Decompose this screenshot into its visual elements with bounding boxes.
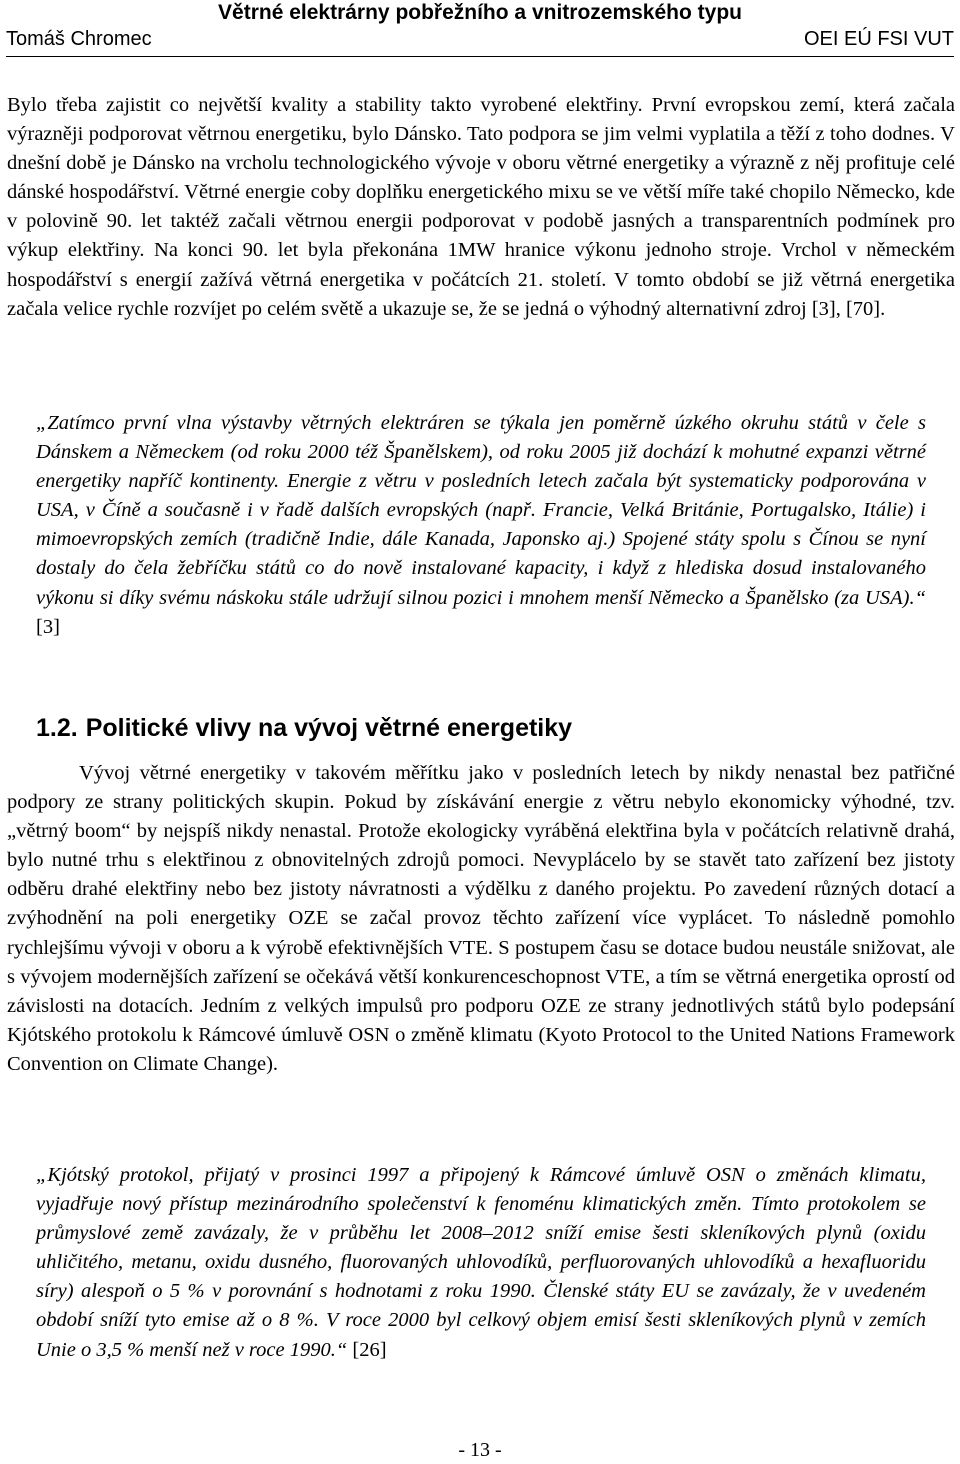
section-heading [36,712,572,744]
author-name: Tomáš Chromec [6,28,152,50]
page-number: - 13 - [458,1439,502,1461]
section-title: Politické vlivy na vývoj větrné energetiky [85,714,573,742]
quote-kyoto-protocol [36,1161,926,1365]
header-divider [6,56,954,57]
citation-ref: [26] [352,1338,387,1361]
page-header [6,0,954,56]
section-number: 1.2. [36,714,78,742]
paragraph-political-influence: Vývoj větrné energetiky v takovém měřítku jako v posledních letech by nikdy nenastal bez patřičné podpory ze strany politických skupin. Pokud by získávání energie z větru nebylo ekonomicky výhodné, tzv. „větrný boom“ by nejspíš nikdy nenastal. Protože ekologicky vyráběná elektřina byla v počátcích relativně drahá, bylo nutné trhu s elektřinou z obnovitelných zdrojů pomoci. Nevyplácelo by se stavět tato zařízení bez jistoty odběru drahé elektřiny nebo bez jistoty návratnosti a výdělku z daného projektu. Po zavedení různých dotací a zvýhodnění na poli energetiky OZE se začal provoz těchto zařízení více vyplácet. To následně pomohlo rychlejšímu vývoji v oboru a k výrobě efektivnějších VTE. S postupem času se dotace budou neustále snižovat, ale s vývojem modernějších zařízení se očekává větší konkurenceschopnost VTE, a tím se větrná energetika oprostí od závislosti na dotacích. Jedním z velkých impulsů pro podporu OZE ze strany jednotlivých států bylo podepsání Kjótského protokolu k Rámcové úmluvě OSN o změně klimatu (Kyoto Protocol to the United Nations Framework Convention on Climate Change). [7,762,955,1075]
institute-name: OEI EÚ FSI VUT [803,28,954,50]
paragraph-denmark-germany: Bylo třeba zajistit co největší kvality a stability takto vyrobené elektřiny. První evropskou zemí, která začala výrazněji podporovat větrnou energetiku, bylo Dánsko. Tato podpora se jim velmi vyplatila a těží z toho dodnes. V dnešní době je Dánsko na vrcholu technologického vývoje v oboru větrné energetiky a výrazně z něj profituje celé dánské hospodářství. Větrné energie coby doplňku energetického mixu se ve větší míře také chopilo Německo, kde v polovině 90. let taktéž začali větrnou energii podporovat v podobě jasných a transparentních podmínek pro výkup elektřiny. Na konci 90. let byla překonána 1MW hranice výkonu jednoho stroje. Vrchol v německém hospodářství s energií zažívá větrná energetika v počátcích 21. století. V tomto období se již větrná energetika začala velice rychle rozvíjet po celém světě a ukazuje se, že se jedná o výhodný alternativní zdroj [3], [70]. [7,94,955,320]
citation-ref: [3] [36,615,60,638]
document-title: Větrné elektrárny pobřežního a vnitrozemského typu [218,1,742,24]
quote-text: „Zatímco první vlna výstavby větrných elektráren se týkala jen poměrně úzkého okruhu států v čele s Dánskem a Německem (od roku 2000 též Španělskem), od roku 2005 již dochází k mohutné expanzi větrné energetiky napříč kontinenty. Energie z větru v posledních letech začala být systematicky podporována v USA, v Číně a současně i v řadě dalších evropských (např. Francie, Velká Británie, Portugalsko, Itálie) i mimoevropských zemích (tradičně Indie, dále Kanada, Japonsko aj.) Spojené státy spolu s Čínou se nyní dostaly do čela žebříčku států co do nově instalované kapacity, i když z hlediska dosud instalovaného výkonu si díky svému náskoku stále udržují silnou pozici i mnohem menší Německo a Španělsko (za USA).“ [36,412,926,609]
quote-text: „Kjótský protokol, přijatý v prosinci 1997 a připojený k Rámcové úmluvě OSN o změnách klimatu, vyjadřuje nový přístup mezinárodního společenství k fenoménu klimatických změn. Tímto protokolem se průmyslové země zavázaly, že v průběhu let 2008–2012 sníží emise šesti skleníkových plynů (oxidu uhličitého, metanu, oxidu dusného, fluorovaných uhlovodíků, perfluorovaných uhlovodíků a hexafluoridu síry) alespoň o 5 % v porovnání s hodnotami z roku 1990. Členské státy EU se zavázaly, že v uvedeném období sníží tyto emise až o 8 %. V roce 2000 byl celkový objem emisí šesti skleníkových plynů v zemích Unie o 3,5 % menší než v roce 1990.“ [36,1164,926,1361]
quote-wind-expansion [36,409,926,642]
